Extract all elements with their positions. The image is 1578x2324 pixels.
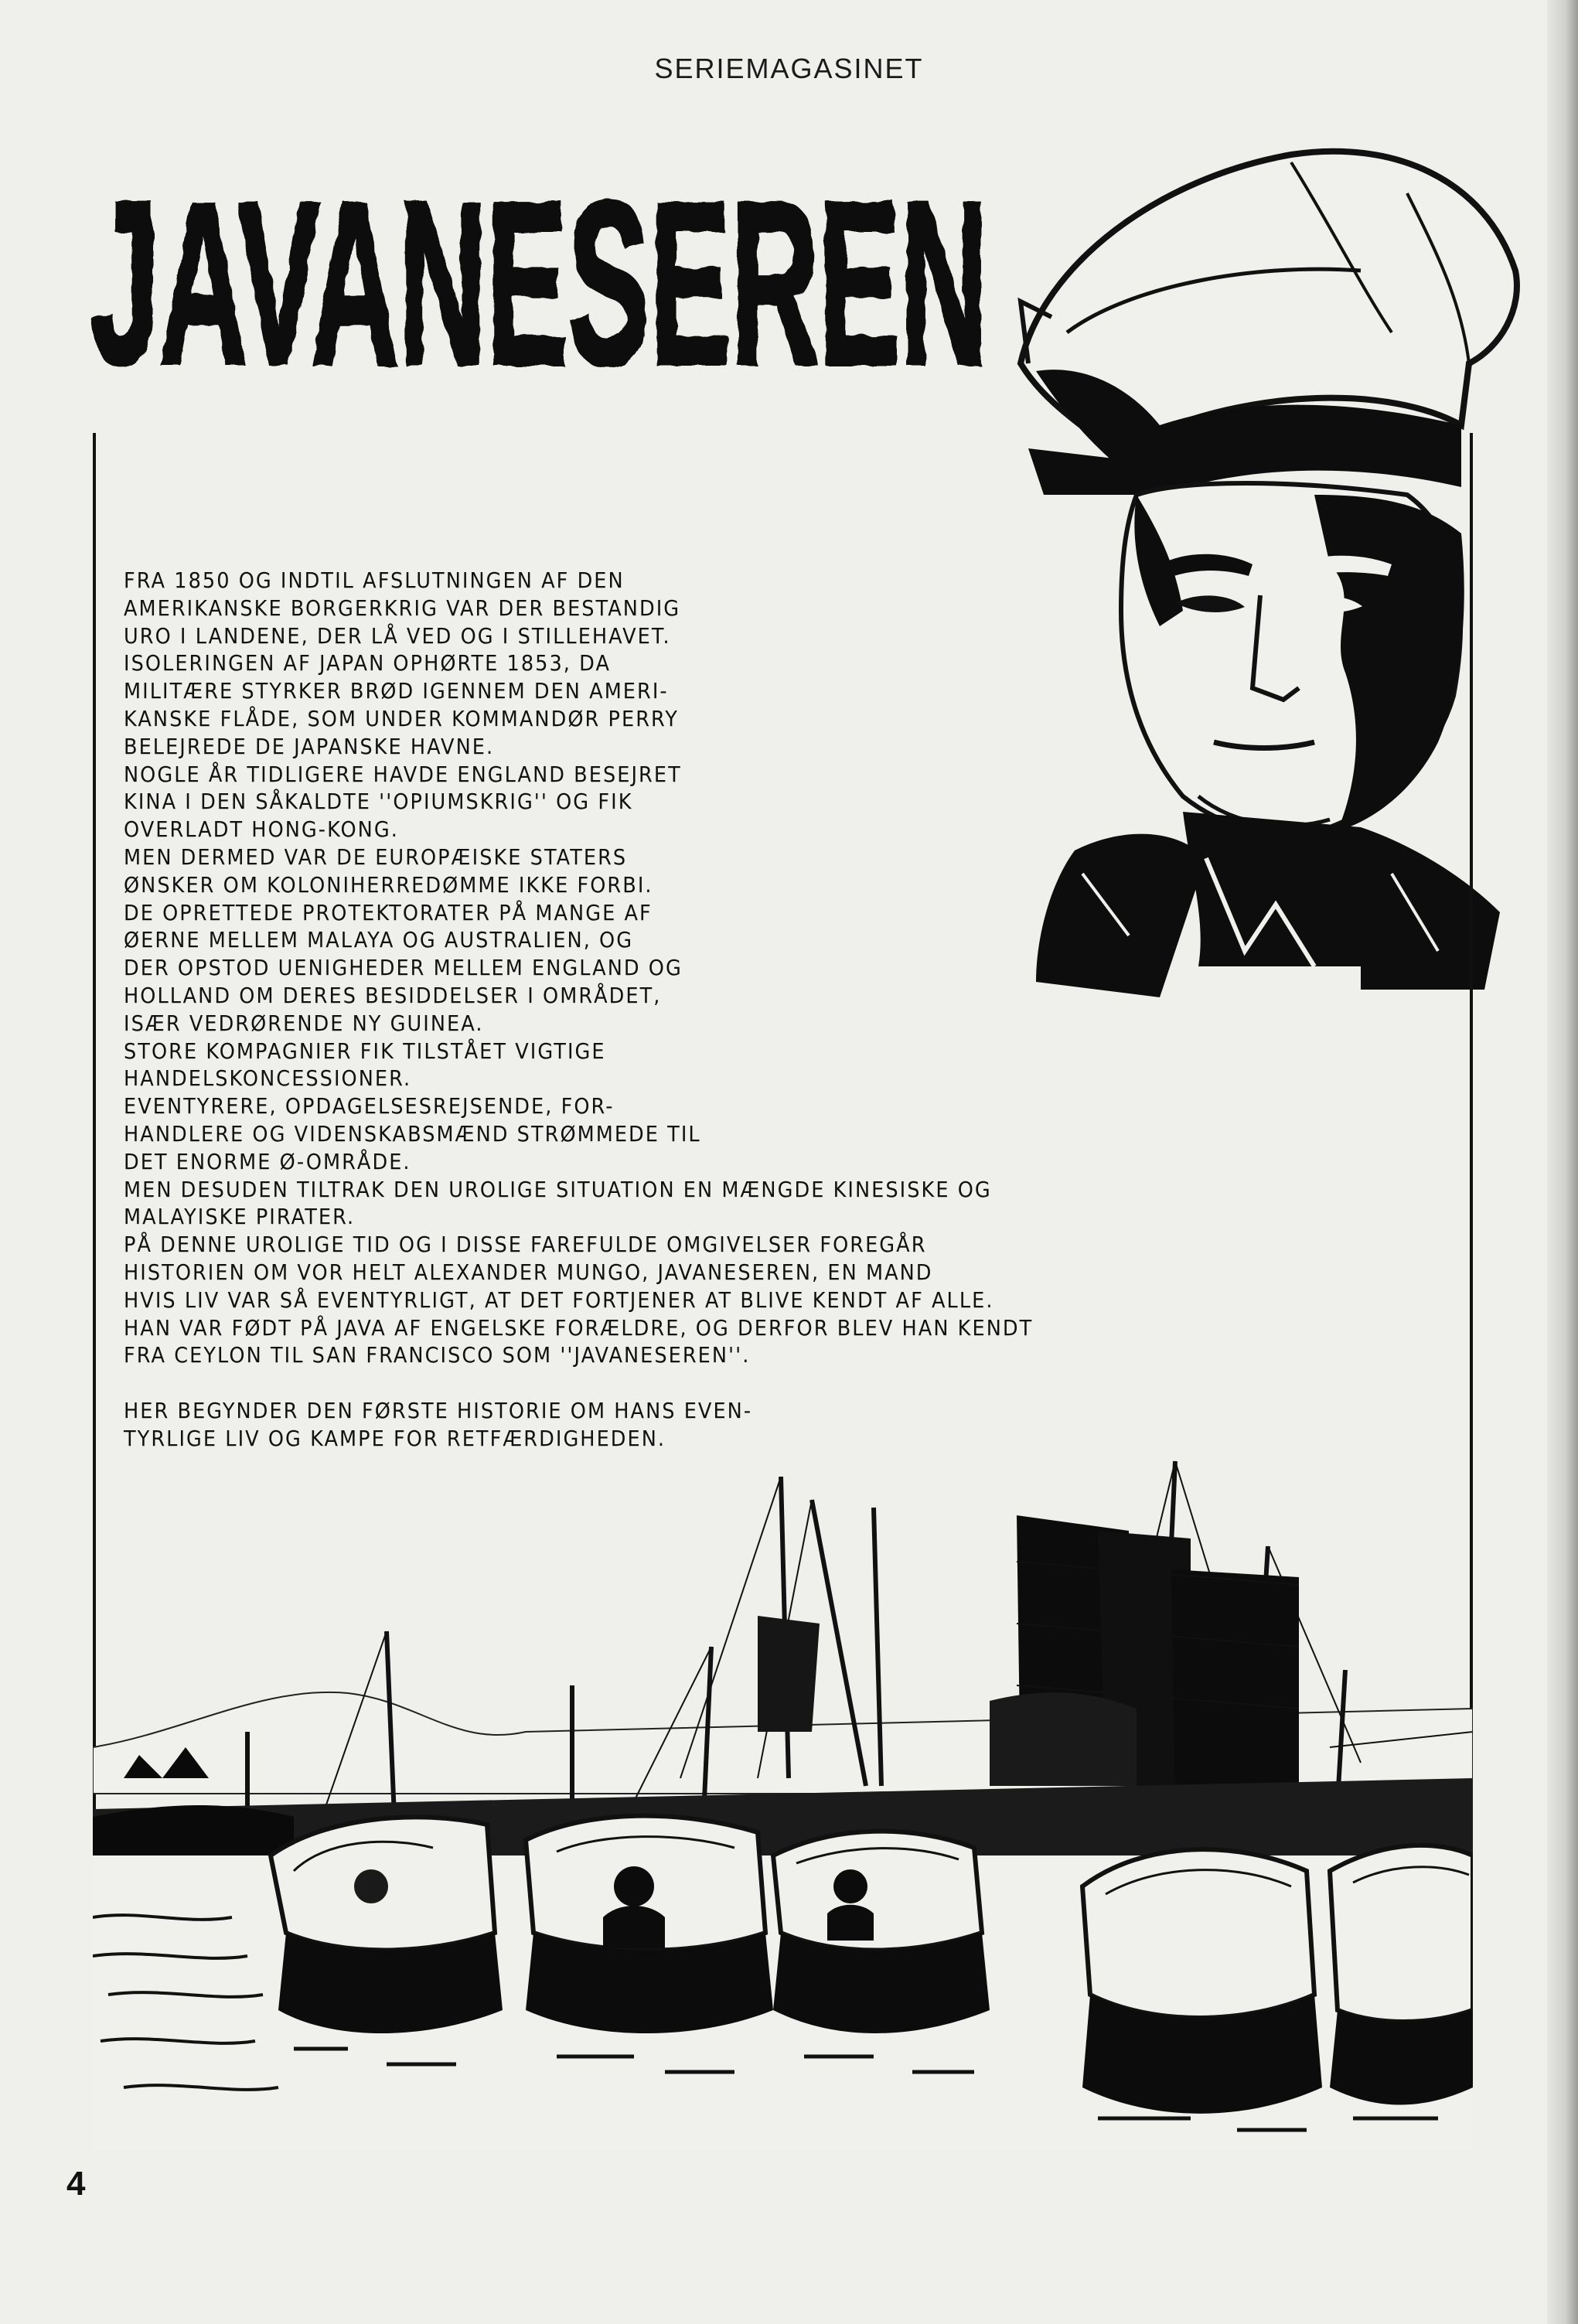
intro-line: ØERNE MELLEM MALAYA OG AUSTRALIEN, OG	[124, 928, 634, 953]
intro-text	[124, 567, 1217, 1453]
intro-line: STORE KOMPAGNIER FIK TILSTÅET VIGTIGE	[124, 1038, 606, 1064]
intro-line: ISÆR VEDRØRENDE NY GUINEA.	[124, 1010, 484, 1036]
harbor-drawing	[93, 1453, 1473, 2149]
intro-line: OVERLADT HONG-KONG.	[124, 817, 399, 843]
story-title-lettering	[85, 131, 1036, 387]
intro-line: HVIS LIV VAR SÅ EVENTYRLIGT, AT DET FORTJENER AT BLIVE KENDT AF ALLE.	[124, 1287, 994, 1313]
intro-line: ISOLERINGEN AF JAPAN OPHØRTE 1853, DA	[124, 651, 611, 676]
intro-line: ØNSKER OM KOLONIHERREDØMME IKKE FORBI.	[124, 872, 653, 898]
intro-line: AMERIKANSKE BORGERKRIG VAR DER BESTANDIG	[124, 595, 681, 621]
page-fold-shadow	[1547, 0, 1578, 2324]
intro-line: MALAYISKE PIRATER.	[124, 1205, 356, 1230]
intro-line: DER OPSTOD UENIGHEDER MELLEM ENGLAND OG	[124, 956, 683, 981]
intro-line: DET ENORME Ø-OMRÅDE.	[124, 1149, 411, 1174]
intro-line: MEN DERMED VAR DE EUROPÆISKE STATERS	[124, 844, 628, 870]
intro-line: FRA 1850 OG INDTIL AFSLUTNINGEN AF DEN	[124, 568, 625, 593]
intro-line: NOGLE ÅR TIDLIGERE HAVDE ENGLAND BESEJRET	[124, 762, 682, 787]
intro-line: DE OPRETTEDE PROTEKTORATER PÅ MANGE AF	[124, 900, 653, 925]
magazine-header: SERIEMAGASINET	[654, 53, 924, 84]
intro-line: HOLLAND OM DERES BESIDDELSER I OMRÅDET,	[124, 983, 662, 1008]
intro-line: MEN DESUDEN TILTRAK DEN UROLIGE SITUATION EN MÆNGDE KINESISKE OG	[124, 1177, 992, 1202]
intro-line: HAN VAR FØDT PÅ JAVA AF ENGELSKE FORÆLDRE, OG DERFOR BLEV HAN KENDT	[124, 1315, 1034, 1341]
intro-line: HANDELSKONCESSIONER.	[124, 1066, 412, 1092]
intro-line: KANSKE FLÅDE, SOM UNDER KOMMANDØR PERRY	[124, 706, 679, 731]
story-title-text: JAVANESEREN	[91, 153, 988, 387]
intro-line: PÅ DENNE UROLIGE TID OG I DISSE FAREFULDE OMGIVELSER FOREGÅR	[124, 1232, 927, 1258]
intro-line: HISTORIEN OM VOR HELT ALEXANDER MUNGO, JAVANESEREN, EN MAND	[124, 1259, 933, 1285]
harbor-illustration	[93, 1453, 1473, 2149]
intro-line: EVENTYRERE, OPDAGELSESREJSENDE, FOR-	[124, 1094, 615, 1119]
closing-line: TYRLIGE LIV OG KAMPE FOR RETFÆRDIGHEDEN.	[124, 1426, 666, 1451]
intro-line: BELEJREDE DE JAPANSKE HAVNE.	[124, 734, 495, 759]
story-title	[85, 131, 1036, 387]
paragraph-gap	[124, 1370, 1217, 1398]
intro-line: URO I LANDENE, DER LÅ VED OG I STILLEHAVET.	[124, 623, 671, 649]
page-number: 4	[66, 2165, 86, 2203]
intro-line: HANDLERE OG VIDENSKABSMÆND STRØMMEDE TIL	[124, 1121, 701, 1147]
closing-line: HER BEGYNDER DEN FØRSTE HISTORIE OM HANS EVEN-	[124, 1398, 753, 1423]
intro-line: KINA I DEN SÅKALDTE ''OPIUMSKRIG'' OG FIK	[124, 789, 633, 815]
intro-line: MILITÆRE STYRKER BRØD IGENNEM DEN AMERI-	[124, 679, 669, 704]
intro-line: FRA CEYLON TIL SAN FRANCISCO SOM ''JAVANESEREN''.	[124, 1343, 751, 1368]
